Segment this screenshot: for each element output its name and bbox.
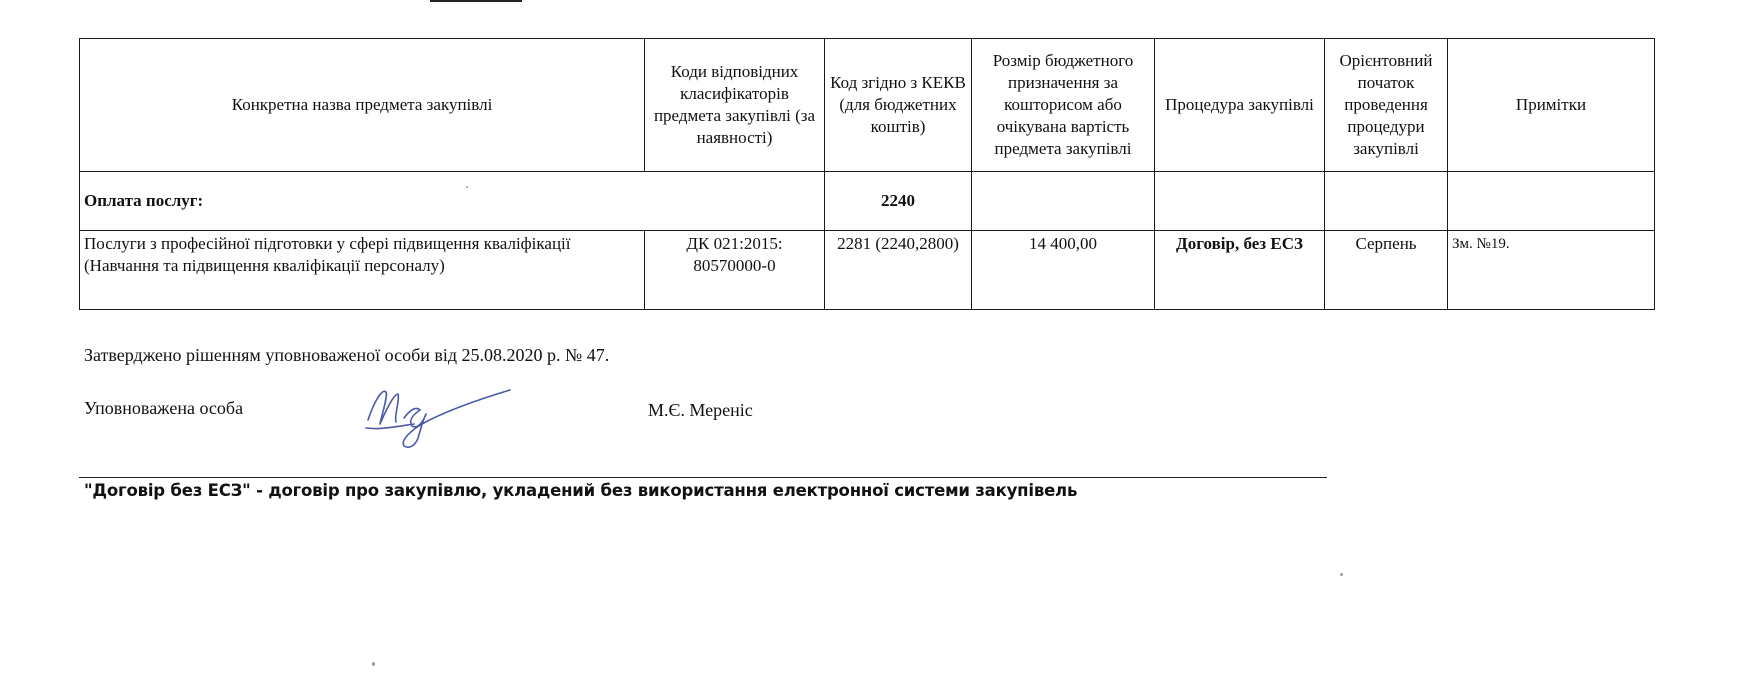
group-amount-empty <box>972 172 1155 231</box>
table-row <box>80 231 1655 310</box>
col-header-classifier: Коди відповідних класифікаторів предмета закупівлі (за наявності) <box>645 39 825 172</box>
col-header-kekv: Код згідно з КЕКВ (для бюджетних коштів) <box>825 39 972 172</box>
scan-speck <box>372 662 375 666</box>
item-name: Послуги з професійної підготовки у сфері підвищення кваліфікації (Навчання та підвищення кваліфікації персоналу) <box>80 231 645 310</box>
item-kekv: 2281 (2240,2800) <box>825 231 972 310</box>
table-row-group <box>80 172 1655 231</box>
item-procedure: Договір, без ЕСЗ <box>1155 231 1325 310</box>
group-procedure-empty <box>1155 172 1325 231</box>
group-note-empty <box>1448 172 1655 231</box>
col-header-procedure: Процедура закупівлі <box>1155 39 1325 172</box>
signer-label: Уповноважена особа <box>84 398 244 418</box>
col-header-start: Орієнтовний початок проведення процедури закупівлі <box>1325 39 1448 172</box>
footnote-divider <box>79 477 1327 478</box>
scan-speck <box>466 186 468 188</box>
approval-text: Затверджено рішенням уповноваженої особи від 25.08.2020 р. № 47. <box>84 345 610 365</box>
item-start: Серпень <box>1325 231 1448 310</box>
top-underline <box>430 0 522 2</box>
item-note: Зм. №19. <box>1448 231 1655 310</box>
procurement-table <box>79 38 1655 310</box>
signer-name: М.Є. Мереніс <box>648 400 753 420</box>
item-classifier: ДК 021:2015: 80570000-0 <box>645 231 825 310</box>
col-header-notes: Примітки <box>1448 39 1655 172</box>
group-title: Оплата послуг: <box>80 172 825 231</box>
table-header-row <box>80 39 1655 172</box>
scan-speck <box>1340 573 1343 576</box>
col-header-amount: Розмір бюджетного призначення за кошторисом або очікувана вартість предмета закупівлі <box>972 39 1155 172</box>
group-start-empty <box>1325 172 1448 231</box>
group-kekv: 2240 <box>825 172 972 231</box>
signature-image <box>360 380 530 452</box>
item-amount: 14 400,00 <box>972 231 1155 310</box>
footnote: "Договір без ЕСЗ" - договір про закупівлю, укладений без використання електронної системи закупівель <box>84 481 1078 500</box>
col-header-name: Конкретна назва предмета закупівлі <box>80 39 645 172</box>
